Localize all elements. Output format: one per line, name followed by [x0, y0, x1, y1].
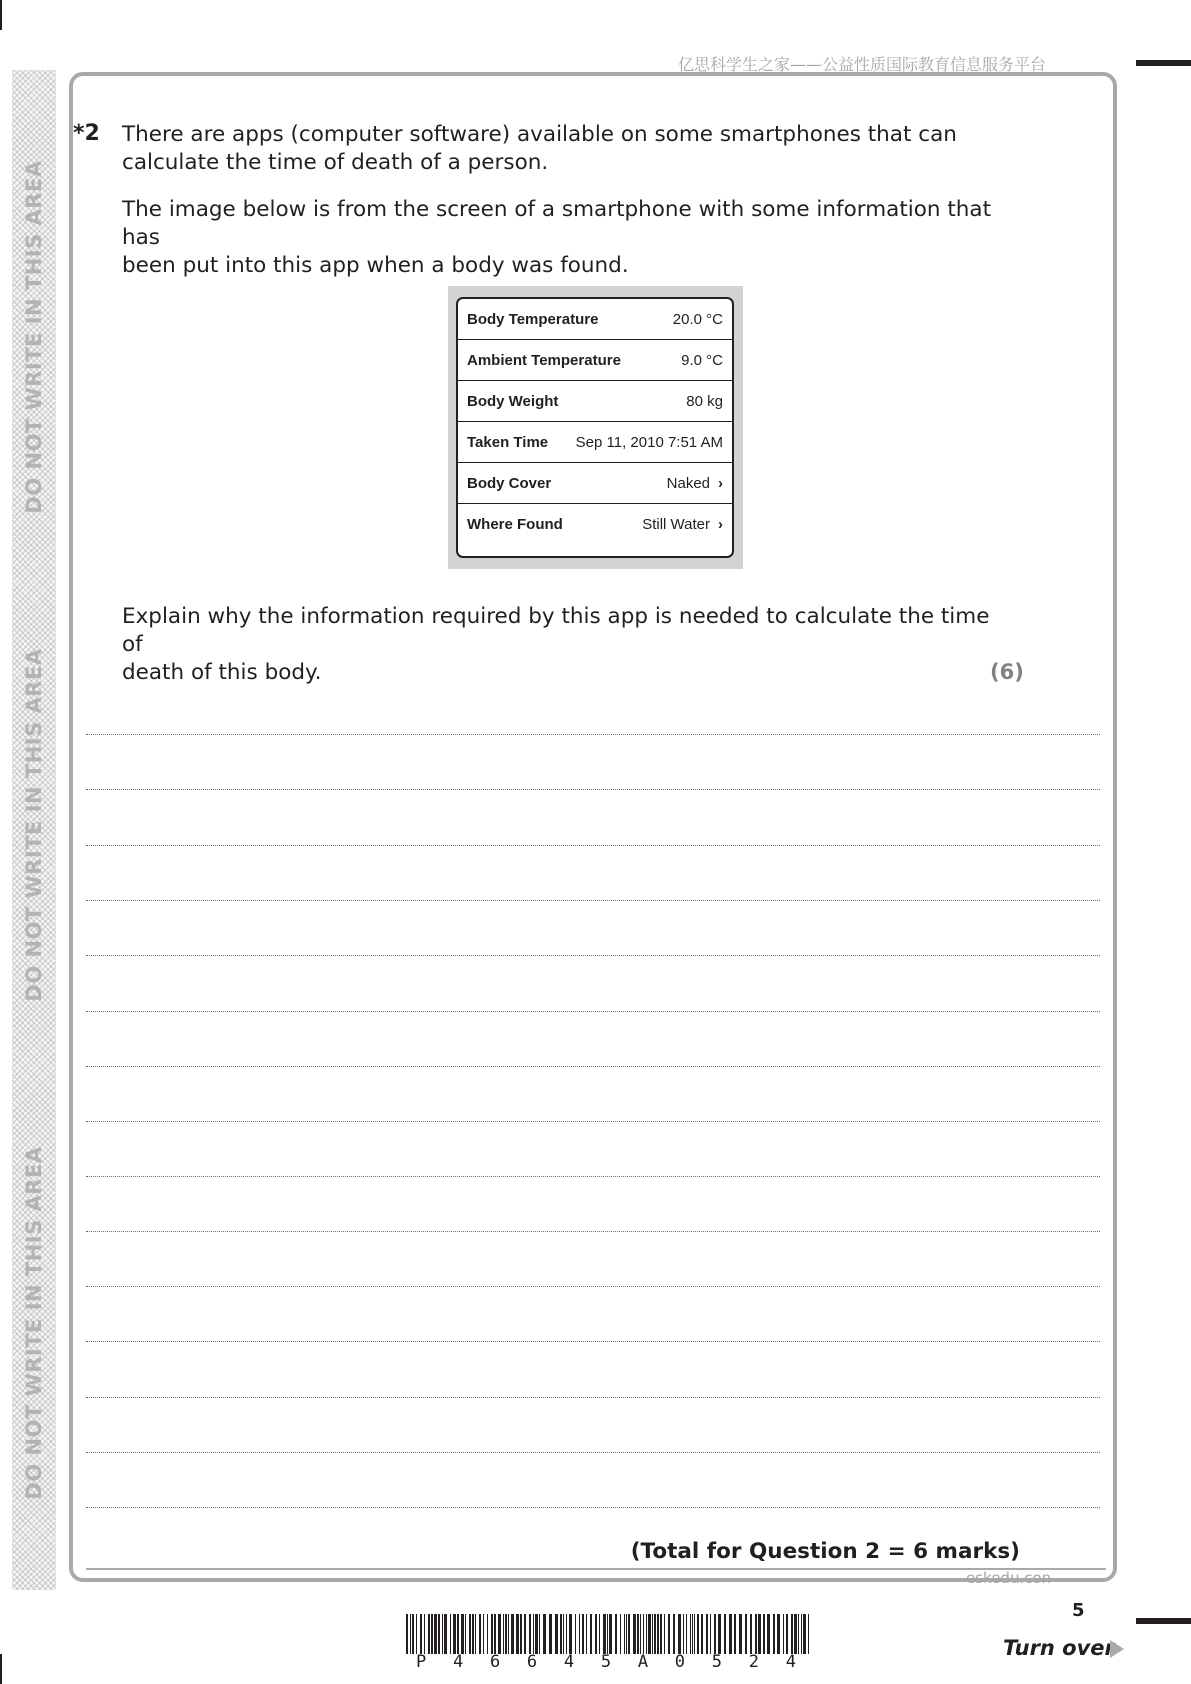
app-row-value: Naked: [666, 474, 710, 492]
barcode-digit: 4: [452, 1652, 464, 1672]
barcode-digit: A: [637, 1652, 649, 1672]
answer-line[interactable]: [86, 845, 1100, 846]
intro-line-2: calculate the time of death of a person.: [122, 150, 549, 175]
barcode: [406, 1614, 811, 1654]
app-row-value: 9.0 °C: [681, 351, 723, 369]
crop-mark-top-right: [1136, 60, 1191, 66]
app-row-value-wrap: [667, 475, 723, 492]
prompt-line-2: death of this body.: [122, 660, 322, 685]
answer-line[interactable]: [86, 1286, 1100, 1287]
prompt-line-1: Explain why the information required by this app is needed to calculate the time of: [122, 604, 990, 657]
page-number: 5: [1072, 1600, 1085, 1621]
barcode-digit: 4: [785, 1652, 796, 1672]
image-line-2: been put into this app when a body was found.: [122, 253, 629, 278]
answer-line[interactable]: [86, 1341, 1100, 1342]
turn-over-arrow-icon: [1110, 1640, 1124, 1658]
barcode-digit: 6: [526, 1652, 538, 1672]
app-row-label: Body Weight: [467, 392, 559, 410]
answer-line[interactable]: [86, 955, 1100, 956]
app-row-label: Taken Time: [467, 433, 549, 451]
answer-line[interactable]: [86, 1011, 1100, 1012]
barcode-digit: 0: [674, 1652, 686, 1672]
total-divider: [86, 1568, 1106, 1570]
watermark-bottom: eskedu.con: [966, 1569, 1052, 1587]
app-row-where-found: [458, 504, 732, 545]
app-row-label: Body Cover: [467, 474, 552, 492]
answer-line[interactable]: [86, 789, 1100, 790]
app-row-value-wrap: [642, 516, 723, 533]
chevron-right-icon: ›: [718, 474, 723, 492]
marks-available: (6): [990, 660, 1024, 684]
barcode-digit: 2: [748, 1652, 759, 1672]
app-row-body-temperature: [458, 299, 732, 340]
image-description: [122, 196, 1002, 280]
app-row-value-wrap: [686, 393, 723, 410]
app-row-taken-time: [458, 422, 732, 463]
answer-line[interactable]: [86, 734, 1100, 735]
app-screen: [456, 297, 734, 558]
app-row-body-cover: [458, 463, 732, 504]
question-prompt: [122, 603, 1002, 687]
watermark-top: 亿思科学生之家——公益性质国际教育信息服务平台: [678, 55, 1047, 74]
app-row-ambient-temperature: [458, 340, 732, 381]
question-number: *2: [73, 121, 100, 146]
crop-mark-bottom-right: [1136, 1618, 1191, 1624]
question-intro: [122, 121, 1002, 177]
app-row-value: 80 kg: [686, 392, 723, 410]
app-row-body-weight: [458, 381, 732, 422]
answer-line[interactable]: [86, 1176, 1100, 1177]
margin-warning-middle: DO NOT WRITE IN THIS AREA: [22, 648, 46, 1002]
answer-line[interactable]: [86, 900, 1100, 901]
barcode-digit: 5: [600, 1652, 612, 1672]
answer-line[interactable]: [86, 1507, 1100, 1508]
intro-line-1: There are apps (computer software) available on some smartphones that can: [122, 122, 957, 147]
margin-warning-bottom: DO NOT WRITE IN THIS AREA: [22, 1146, 46, 1500]
app-row-label: Body Temperature: [467, 310, 599, 328]
barcode-digit: 4: [563, 1652, 575, 1672]
barcode-digit: 5: [711, 1652, 722, 1672]
app-row-value: Sep 11, 2010 7:51 AM: [575, 433, 723, 451]
app-row-value-wrap: [681, 352, 723, 369]
app-row-value-wrap: [576, 434, 723, 451]
barcode-digit: P: [416, 1652, 427, 1672]
app-row-label: Where Found: [467, 516, 563, 533]
image-line-1: The image below is from the screen of a smartphone with some information that has: [122, 197, 992, 250]
answer-line[interactable]: [86, 1121, 1100, 1122]
crop-mark-bottom-left: [0, 1654, 2, 1684]
chevron-right-icon: ›: [718, 516, 723, 533]
smartphone-app-screenshot: [448, 286, 743, 569]
answer-line[interactable]: [86, 1452, 1100, 1453]
answer-line[interactable]: [86, 1397, 1100, 1398]
app-row-value: 20.0 °C: [672, 310, 723, 328]
app-row-label: Ambient Temperature: [467, 351, 621, 369]
question-total: (Total for Question 2 = 6 marks): [630, 1539, 1020, 1564]
app-row-value-wrap: [673, 311, 723, 328]
answer-line[interactable]: [86, 1066, 1100, 1067]
crop-mark-top-left: [0, 0, 2, 30]
barcode-digits: [416, 1652, 796, 1672]
barcode-digit: 6: [489, 1652, 501, 1672]
app-row-value: Still Water: [642, 516, 710, 533]
answer-line[interactable]: [86, 1231, 1100, 1232]
margin-warning-top: DO NOT WRITE IN THIS AREA: [22, 160, 46, 514]
turn-over-label: Turn over: [1003, 1636, 1115, 1660]
